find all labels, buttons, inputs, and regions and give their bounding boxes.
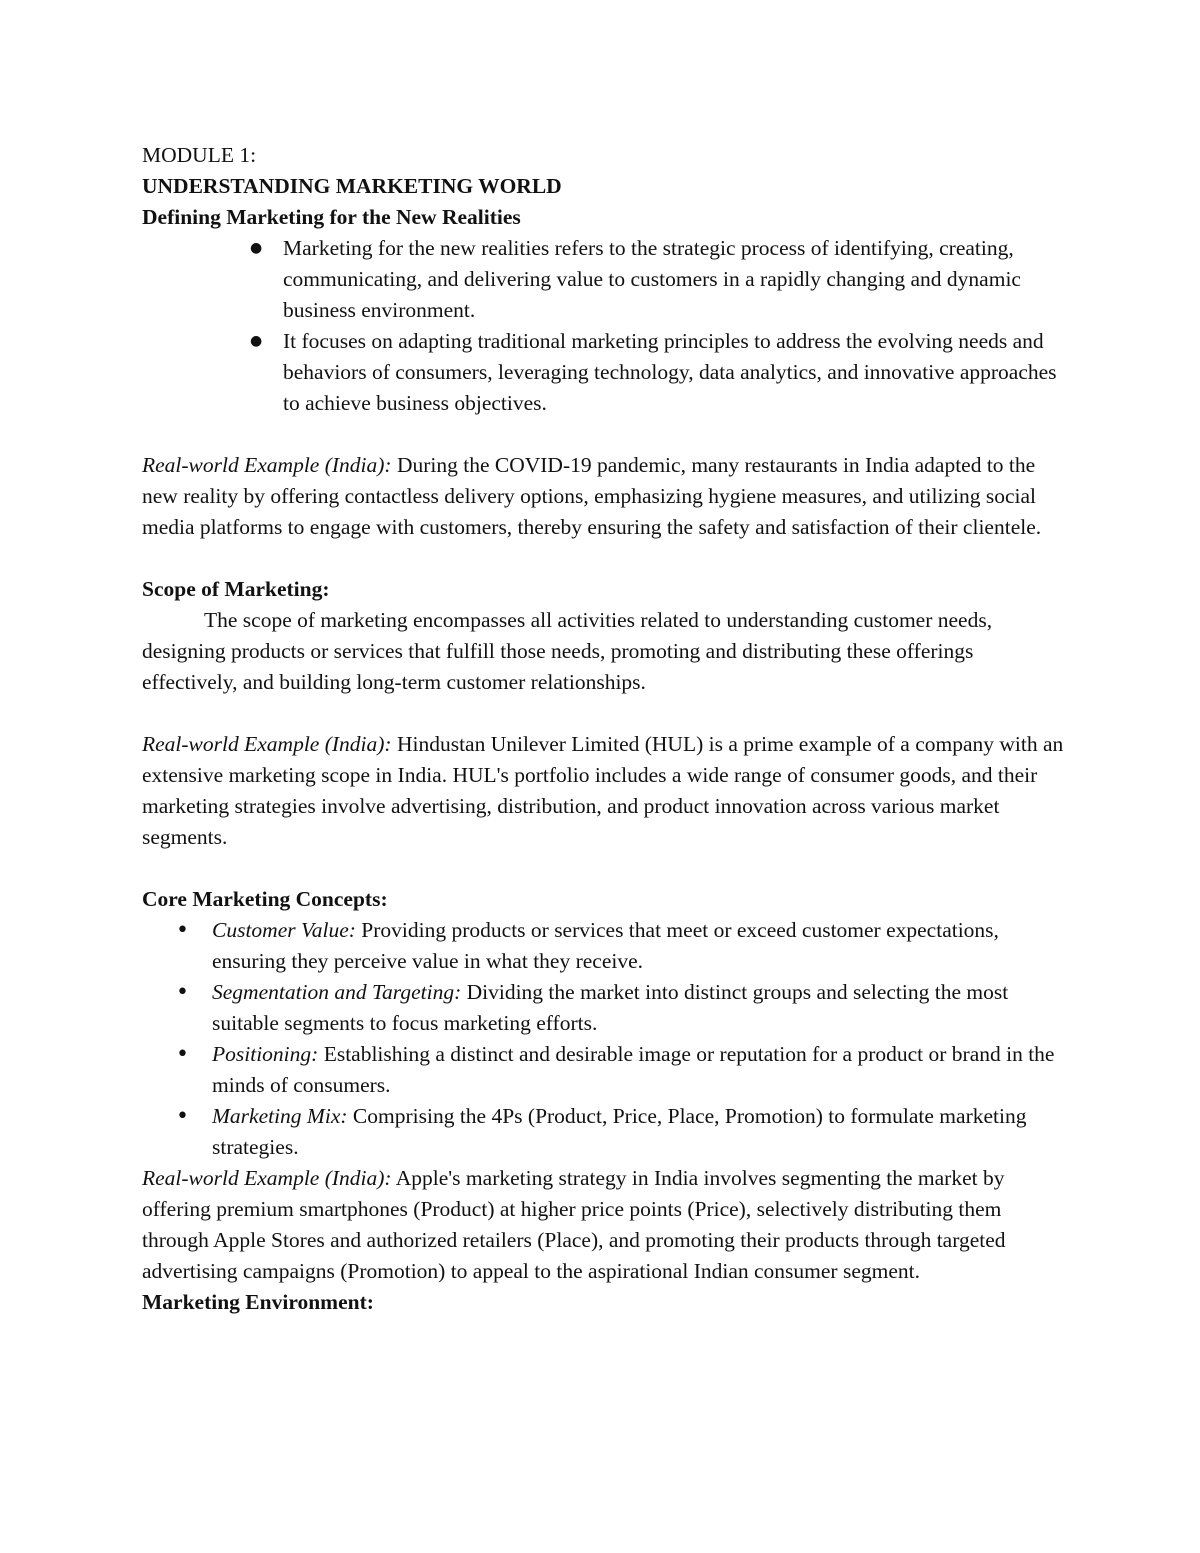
example-label: Real-world Example (India): [142,1166,392,1190]
section-heading-scope: Scope of Marketing: [142,577,330,601]
section-heading-core-concepts: Core Marketing Concepts: [142,887,388,911]
example-text: During the COVID-19 pandemic, many restaurants in India adapted to the new reality by offering contactless delivery options, emphasizing hygiene measures, and utilizing social media platforms to engage with customers, thereby ensuring the safety and satisfaction of their clientele. [142,453,1042,539]
example-paragraph-covid [142,450,1072,543]
concept-text: Dividing the market into distinct groups and selecting the most suitable segments to focus marketing efforts. [212,980,1009,1035]
document-page [142,140,1072,1318]
concept-term: Positioning: [212,1042,319,1066]
scope-paragraph: The scope of marketing encompasses all activities related to understanding customer needs, designing products or services that fulfill those needs, promoting and distributing these offerings effectively, and building long-term customer relationships. [142,608,993,694]
spacer [142,853,1072,884]
example-label: Real-world Example (India): [142,453,392,477]
list-item: ● It focuses on adapting traditional marketing principles to address the evolving needs and behaviors of consumers, leveraging technology, data analytics, and innovative approaches to achieve business objectives. [142,326,1072,419]
example-paragraph-hul [142,729,1072,853]
spacer [142,698,1072,729]
example-text: Apple's marketing strategy in India involves segmenting the market by offering premium smartphones (Product) at higher price points (Price), selectively distributing them through Apple Stores and authorized retailers (Place), and promoting their products through targeted advertising campaigns (Promotion) to appeal to the aspirational Indian consumer segment. [142,1166,1006,1283]
module-title: UNDERSTANDING MARKETING WORLD [142,174,562,198]
example-text: Hindustan Unilever Limited (HUL) is a prime example of a company with an extensive marketing scope in India. HUL's portfolio includes a wide range of consumer goods, and their marketing strategies involve advertising, distribution, and product innovation across various market segments. [142,732,1064,849]
concept-text: Providing products or services that meet or exceed customer expectations, ensuring they perceive value in what they receive. [212,918,999,973]
core-concepts-list [142,915,1072,1163]
defining-marketing-list [142,233,1072,419]
concept-term: Marketing Mix: [212,1104,348,1128]
section-heading-defining-marketing: Defining Marketing for the New Realities [142,205,521,229]
concept-text: Comprising the 4Ps (Product, Price, Place, Promotion) to formulate marketing strategies. [212,1104,1027,1159]
list-item [142,1101,1072,1163]
list-item [142,1039,1072,1101]
concept-term: Customer Value: [212,918,356,942]
spacer [142,543,1072,574]
module-label: MODULE 1: [142,143,257,167]
example-label: Real-world Example (India): [142,732,392,756]
example-paragraph-apple [142,1163,1072,1287]
section-heading-marketing-environment: Marketing Environment: [142,1290,374,1314]
concept-text: Establishing a distinct and desirable image or reputation for a product or brand in the minds of consumers. [212,1042,1055,1097]
list-item: ● Marketing for the new realities refers to the strategic process of identifying, creating, communicating, and delivering value to customers in a rapidly changing and dynamic business environment. [142,233,1072,326]
concept-term: Segmentation and Targeting: [212,980,462,1004]
spacer [142,419,1072,450]
list-item [142,915,1072,977]
list-item [142,977,1072,1039]
